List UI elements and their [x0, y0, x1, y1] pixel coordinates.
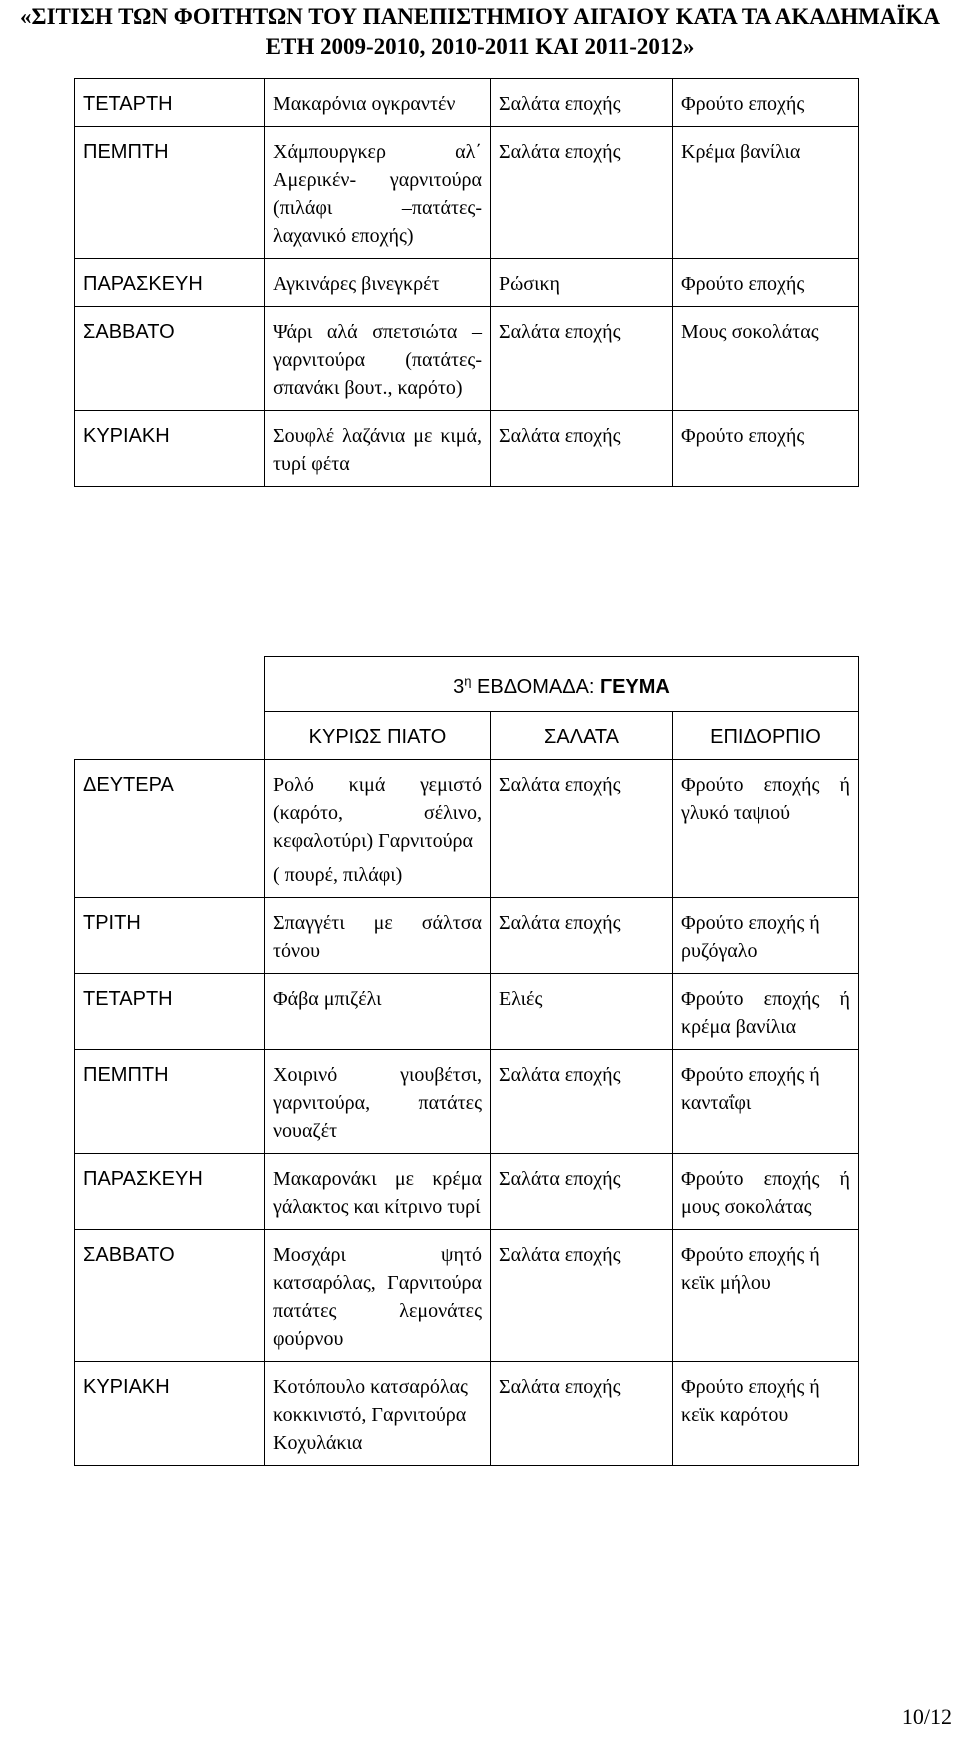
dessert-cell: Φρούτο εποχής	[673, 79, 859, 127]
day-cell: ΤΡΙΤΗ	[75, 898, 265, 974]
table-row	[75, 127, 859, 259]
salad-cell: Σαλάτα εποχής	[491, 1230, 673, 1362]
salad-cell: Σαλάτα εποχής	[491, 307, 673, 411]
table-row	[75, 1154, 859, 1230]
column-header-main-dish: ΚΥΡΙΩΣ ΠΙΑΤΟ	[265, 712, 491, 760]
dessert-cell: Φρούτο εποχής ή κανταΐφι	[673, 1050, 859, 1154]
dessert-cell: Φρούτο εποχής	[673, 259, 859, 307]
day-cell: ΠΑΡΑΣΚΕΥΗ	[75, 259, 265, 307]
salad-cell: Ελιές	[491, 974, 673, 1050]
table-row	[75, 898, 859, 974]
dessert-cell: Φρούτο εποχής ή μους σοκολάτας	[673, 1154, 859, 1230]
day-cell: ΠΕΜΠΤΗ	[75, 127, 265, 259]
dessert-cell: Φρούτο εποχής ή ρυζόγαλο	[673, 898, 859, 974]
day-cell: ΣΑΒΒΑΤΟ	[75, 307, 265, 411]
dessert-cell: Κρέμα βανίλια	[673, 127, 859, 259]
salad-cell: Σαλάτα εποχής	[491, 760, 673, 898]
dessert-cell: Φρούτο εποχής	[673, 411, 859, 487]
main-dish-cell	[265, 760, 491, 898]
table-row	[75, 259, 859, 307]
table-row	[75, 974, 859, 1050]
day-cell: ΣΑΒΒΑΤΟ	[75, 1230, 265, 1362]
day-cell: ΤΕΤΑΡΤΗ	[75, 79, 265, 127]
salad-cell: Σαλάτα εποχής	[491, 79, 673, 127]
salad-cell: Σαλάτα εποχής	[491, 411, 673, 487]
table-row	[75, 1230, 859, 1362]
main-dish-text: Ρολό κιμά γεμιστό (καρότο, σέλινο, κεφαλοτύρι) Γαρνιτούρα	[273, 774, 482, 852]
day-cell: ΤΕΤΑΡΤΗ	[75, 974, 265, 1050]
salad-cell: Σαλάτα εποχής	[491, 127, 673, 259]
table-row	[75, 411, 859, 487]
salad-cell: Σαλάτα εποχής	[491, 1362, 673, 1466]
dessert-cell: Φρούτο εποχής ή κρέμα βανίλια	[673, 974, 859, 1050]
table-row	[75, 1362, 859, 1466]
salad-cell: Σαλάτα εποχής	[491, 898, 673, 974]
column-header-row	[75, 712, 859, 760]
week3-menu-table	[74, 656, 859, 1466]
dessert-cell: Φρούτο εποχής ή γλυκό ταψιού	[673, 760, 859, 898]
main-dish-cell: Μοσχάρι ψητό κατσαρόλας, Γαρνιτούρα πατάτες λεμονάτες φούρνου	[265, 1230, 491, 1362]
week-heading: $3^\eta$ ΕΒΔΟΜΑΔΑ: ΓΕΥΜΑ	[265, 657, 859, 712]
week2-menu-table	[74, 78, 859, 487]
day-cell: ΔΕΥΤΕΡΑ	[75, 760, 265, 898]
main-dish-cell: Χοιρινό γιουβέτσι, γαρνιτούρα, πατάτες νουαζέτ	[265, 1050, 491, 1154]
day-cell: ΚΥΡΙΑΚΗ	[75, 1362, 265, 1466]
main-dish-cell: Χάμπουργκερ αλ΄ Αμερικέν- γαρνιτούρα (πιλάφι –πατάτες-λαχανικό εποχής)	[265, 127, 491, 259]
salad-cell: Ρώσικη	[491, 259, 673, 307]
table-row	[75, 79, 859, 127]
main-dish-cell: Σουφλέ λαζάνια με κιμά, τυρί φέτα	[265, 411, 491, 487]
main-dish-cell: Φάβα μπιζέλι	[265, 974, 491, 1050]
day-cell: ΚΥΡΙΑΚΗ	[75, 411, 265, 487]
dessert-cell: Φρούτο εποχής ή κεϊκ καρότου	[673, 1362, 859, 1466]
column-header-dessert: ΕΠΙΔΟΡΠΙΟ	[673, 712, 859, 760]
day-cell: ΠΑΡΑΣΚΕΥΗ	[75, 1154, 265, 1230]
main-dish-cell: Ψάρι αλά σπετσιώτα – γαρνιτούρα (πατάτες-σπανάκι βουτ., καρότο)	[265, 307, 491, 411]
document-title: «ΣΙΤΙΣΗ ΤΩΝ ΦΟΙΤΗΤΩΝ ΤΟΥ ΠΑΝΕΠΙΣΤΗΜΙΟΥ ΑΙΓΑΙΟΥ ΚΑΤΑ ΤΑ ΑΚΑΔΗΜΑΪΚΑ ΕΤΗ 2009-2010, 2010-2011 ΚΑΙ 2011-2012»	[20, 4, 940, 59]
main-dish-cell: Μακαρόνια ογκραντέν	[265, 79, 491, 127]
table-row	[75, 307, 859, 411]
page-number: 10/12	[901, 1704, 952, 1729]
main-dish-cell: Σπαγγέτι με σάλτσα τόνου	[265, 898, 491, 974]
day-cell: ΠΕΜΠΤΗ	[75, 1050, 265, 1154]
table-row	[75, 760, 859, 898]
main-dish-side: ( πουρέ, πιλάφι)	[273, 864, 403, 886]
salad-cell: Σαλάτα εποχής	[491, 1050, 673, 1154]
main-dish-cell: Μακαρονάκι με κρέμα γάλακτος και κίτρινο τυρί	[265, 1154, 491, 1230]
main-dish-cell: Κοτόπουλο κατσαρόλας κοκκινιστό, Γαρνιτούρα Κοχυλάκια	[265, 1362, 491, 1466]
column-header-salad: ΣΑΛΑΤΑ	[491, 712, 673, 760]
dessert-cell: Φρούτο εποχής ή κεϊκ μήλου	[673, 1230, 859, 1362]
week-heading-row	[75, 657, 859, 712]
table-row	[75, 1050, 859, 1154]
main-dish-cell: Αγκινάρες βινεγκρέτ	[265, 259, 491, 307]
dessert-cell: Μους σοκολάτας	[673, 307, 859, 411]
salad-cell: Σαλάτα εποχής	[491, 1154, 673, 1230]
